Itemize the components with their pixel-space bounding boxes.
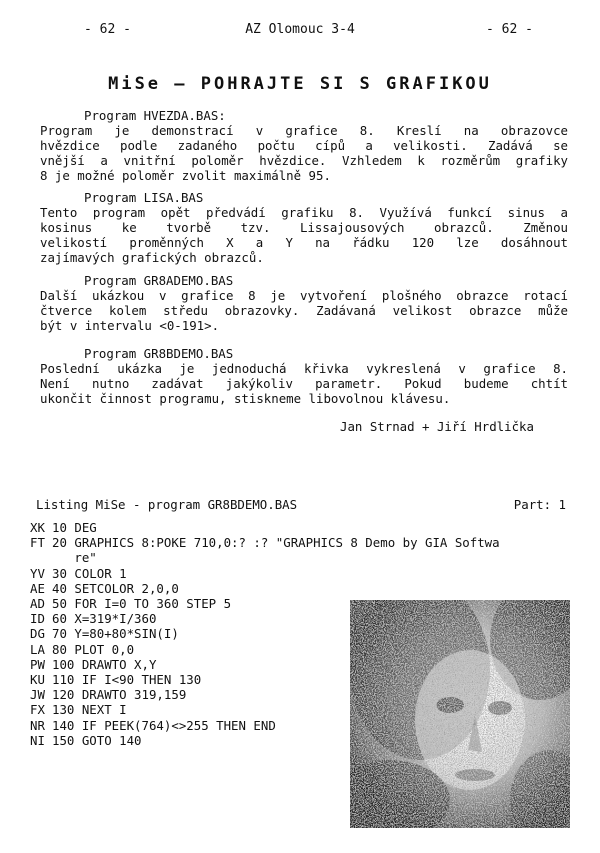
checksum-code: FX (30, 702, 45, 718)
code-line (30, 550, 500, 565)
article-text-line: čtverce kolem středu obrazovky. Zadávaná velikost obrazce může (40, 303, 568, 318)
checksum-code: AD (30, 596, 45, 612)
basic-statement: 110 IF I<90 THEN 130 (52, 672, 202, 688)
checksum-code: FT (30, 535, 45, 551)
article-text-line: zajímavých grafických obrazců. (40, 250, 264, 265)
article-title: MiSe — POHRAJTE SI S GRAFIKOU (108, 74, 492, 94)
article-text-line: Tento program opět předvádí grafiku 8. Využívá funkcí sinus a (40, 205, 568, 220)
article-text-line: velikostí proměnných X a Y na řádku 120 lze dosáhnout (40, 235, 568, 250)
article-gr8ademo (40, 273, 568, 333)
article-text-line: 8 je možné poloměr zvolit maximálně 95. (40, 168, 331, 183)
code-line (30, 520, 500, 535)
basic-statement: re" (52, 550, 97, 566)
program-name: Program HVEZDA.BAS: (84, 108, 226, 123)
basic-statement: 150 GOTO 140 (52, 732, 142, 748)
basic-statement: 70 Y=80+80*SIN(I) (52, 626, 179, 642)
publication-header: AZ Olomouc 3-4 (245, 22, 355, 37)
checksum-code: ID (30, 611, 45, 627)
checksum-code: PW (30, 656, 45, 672)
listing-part: Part: 1 (513, 497, 566, 512)
article-text-line: hvězdice podle zadaného počtu cípů a velikosti. Zadává se (40, 138, 568, 153)
article-text-line: Není nutno zadávat jakýkoliv parametr. Pokud budeme chtít (40, 376, 568, 391)
code-line (30, 535, 500, 550)
article-text-line: Program je demonstrací v grafice 8. Kreslí na obrazovce (40, 123, 568, 138)
listing-title: Listing MiSe - program GR8BDEMO.BAS (36, 497, 298, 512)
program-name: Program GR8ADEMO.BAS (84, 273, 234, 288)
checksum-code: XK (30, 520, 45, 535)
halftone-portrait-image (350, 600, 570, 828)
checksum-code: NR (30, 717, 45, 733)
basic-statement: 120 DRAWTO 319,159 (52, 687, 187, 703)
basic-statement: 10 DEG (52, 520, 97, 535)
program-name: Program GR8BDEMO.BAS (84, 346, 234, 361)
basic-statement: 50 FOR I=0 TO 360 STEP 5 (52, 596, 232, 612)
author-signature: Jan Strnad + Jiří Hrdlička (340, 419, 534, 434)
article-text-line: kosinus ke tvorbě tzv. Lissajousových obrazců. Změnou (40, 220, 568, 235)
checksum-code: NI (30, 732, 45, 748)
article-text-line: Další ukázkou v grafice 8 je vytvoření plošného obrazce rotací (40, 288, 568, 303)
basic-statement: 140 IF PEEK(764)<>255 THEN END (52, 717, 276, 733)
article-text-line: vnější a vnitřní poloměr hvězdice. Vzhledem k rozměrům grafiky (40, 153, 568, 168)
code-line (30, 581, 500, 596)
article-text-line: být v intervalu <0-191>. (40, 318, 220, 333)
checksum-code: KU (30, 672, 45, 688)
article-gr8bdemo (40, 346, 568, 406)
checksum-code: JW (30, 687, 45, 703)
basic-statement: 60 X=319*I/360 (52, 611, 157, 627)
basic-statement: 40 SETCOLOR 2,0,0 (52, 580, 179, 596)
basic-statement: 100 DRAWTO X,Y (52, 656, 157, 672)
checksum-code: LA (30, 641, 45, 657)
checksum-code: YV (30, 565, 45, 581)
code-line (30, 566, 500, 581)
basic-statement: 20 GRAPHICS 8:POKE 710,0:? :? "GRAPHICS 8 Demo by GIA Softwa (52, 535, 500, 551)
checksum-code: DG (30, 626, 45, 642)
basic-statement: 30 COLOR 1 (52, 565, 127, 581)
article-lisa (40, 190, 568, 265)
page-number-left: - 62 - (84, 22, 131, 37)
page-number-right: - 62 - (486, 22, 533, 37)
article-text-line: Poslední ukázka je jednoduchá křivka vykreslená v grafice 8. (40, 361, 568, 376)
article-hvezda (40, 108, 568, 183)
checksum-code: AE (30, 580, 45, 596)
basic-statement: 80 PLOT 0,0 (52, 641, 135, 657)
article-text-line: ukončit činnost programu, stiskneme libovolnou klávesu. (40, 391, 451, 406)
basic-statement: 130 NEXT I (52, 702, 127, 718)
program-name: Program LISA.BAS (84, 190, 204, 205)
